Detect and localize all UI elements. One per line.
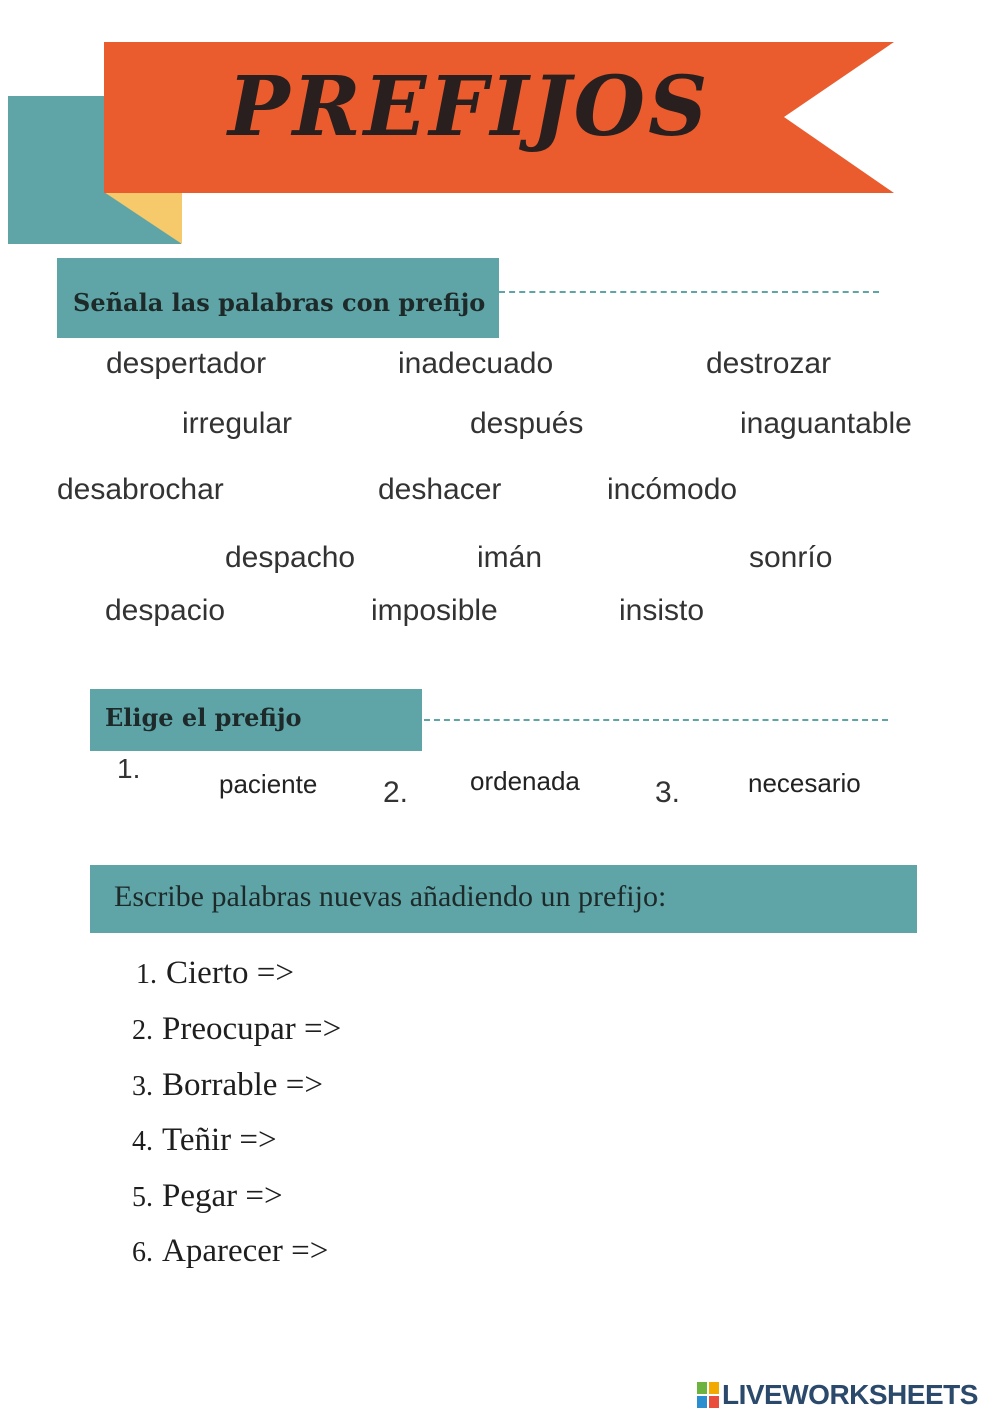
answer-field[interactable] [360,1122,780,1160]
word-option[interactable]: deshacer [378,473,502,506]
word-option[interactable]: insisto [619,594,705,627]
list-item [132,1065,323,1107]
list-item-text: Borrable => [162,1067,323,1103]
word-option[interactable]: despacho [225,541,356,574]
list-item [132,1231,328,1273]
page-title: PREFIJOS [228,59,711,155]
word-option[interactable]: imán [477,541,543,574]
list-item-text: Cierto => [166,955,294,991]
list-item-number: 3. [132,1071,153,1102]
list-item-text: Pegar => [162,1178,283,1214]
answer-field[interactable] [360,1011,780,1049]
word-option[interactable]: desabrochar [57,473,224,506]
prefix-answer-field[interactable] [408,766,466,800]
prefix-answer-field[interactable] [140,770,216,804]
answer-field[interactable] [360,955,780,993]
list-item-number: 6. [132,1237,153,1268]
liveworksheets-logo: LIVEWORKSHEETS [722,1379,978,1410]
decorative-banner-fold [104,192,182,244]
word-option[interactable]: inadecuado [398,347,554,380]
base-word: necesario [748,768,861,798]
liveworksheets-logo-icon [697,1382,719,1408]
list-item [132,1120,277,1162]
item-number: 1. [117,753,141,784]
section2-heading: Elige el prefijo [105,703,302,732]
item-number: 2. [383,776,409,809]
list-item-text: Preocupar => [162,1011,342,1047]
dashed-divider [424,719,888,721]
base-word: paciente [219,769,318,799]
word-option[interactable]: imposible [371,594,498,627]
word-option[interactable]: después [470,407,584,440]
word-option[interactable]: despacio [105,594,226,627]
prefix-answer-field[interactable] [682,768,744,802]
word-option[interactable]: sonrío [749,541,833,574]
word-option[interactable]: destrozar [706,347,832,380]
word-option[interactable]: inaguantable [740,407,912,440]
section3-heading: Escribe palabras nuevas añadiendo un prefijo: [114,880,667,913]
section1-heading: Señala las palabras con prefijo [73,288,486,317]
base-word: ordenada [470,766,580,796]
list-item-number: 1. [136,959,157,990]
answer-field[interactable] [360,1233,780,1271]
answer-field[interactable] [360,1067,780,1105]
answer-field[interactable] [360,1178,780,1216]
item-number: 3. [655,776,681,809]
list-item [136,953,294,995]
list-item-text: Aparecer => [162,1233,329,1269]
word-option[interactable]: incómodo [607,473,738,506]
list-item-text: Teñir => [162,1122,277,1158]
dashed-divider [499,291,879,293]
list-item-number: 4. [132,1126,153,1157]
list-item [132,1009,341,1051]
list-item-number: 5. [132,1182,153,1213]
word-option[interactable]: irregular [182,407,293,440]
list-item-number: 2. [132,1015,153,1046]
list-item [132,1176,283,1218]
word-option[interactable]: despertador [106,347,267,380]
